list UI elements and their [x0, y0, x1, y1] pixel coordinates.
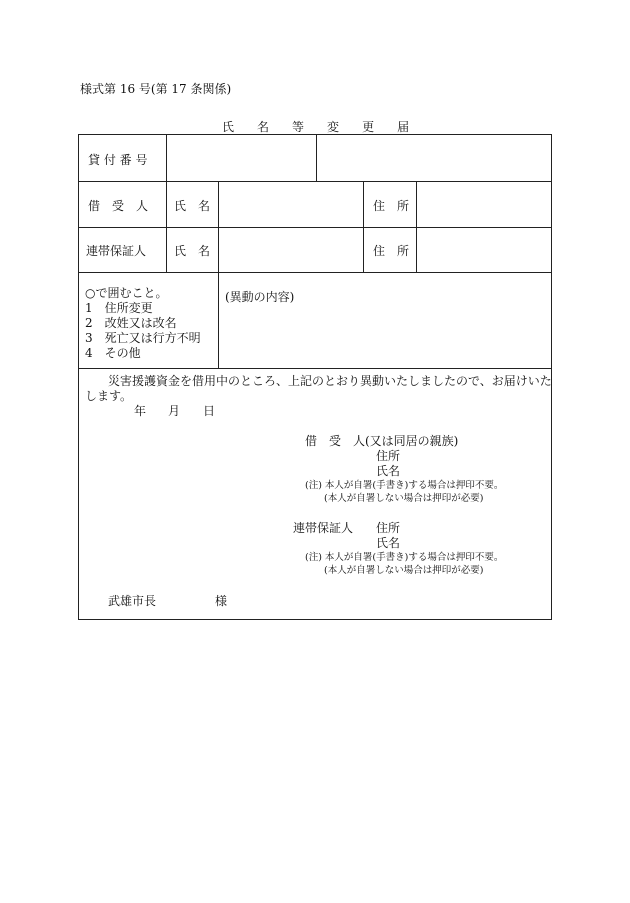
- guarantor-label: 連帯保証人: [86, 244, 147, 258]
- circle-instruction: ○で囲むこと。: [85, 286, 168, 300]
- table-border-top: [78, 134, 552, 135]
- guarantor-address-field[interactable]: [418, 229, 549, 270]
- title-char: 等: [292, 120, 305, 134]
- declaration-line-1: 災害援護資金を借用中のところ、上記のとおり異動いたしましたので、お届けいた: [108, 374, 552, 388]
- borrower-seal-note-2: (本人が自署しない場合は押印が必要): [324, 493, 484, 504]
- title-char: 届: [397, 120, 410, 134]
- table-col-divider: [166, 134, 167, 181]
- loan-number-field[interactable]: [168, 136, 314, 179]
- option-address-change[interactable]: 1 住所変更: [85, 301, 153, 315]
- option-name-change[interactable]: 2 改姓又は改名: [85, 316, 177, 330]
- guarantor-signature-name: 氏名: [376, 536, 401, 550]
- loan-number-label: 貸 付 番 号: [88, 153, 148, 167]
- document-title: [222, 118, 409, 135]
- guarantor-name-label: 氏 名: [174, 244, 211, 258]
- option-other[interactable]: 4 その他: [85, 346, 141, 360]
- table-rule: [78, 227, 552, 228]
- date-month: 月: [168, 404, 181, 418]
- date-year: 年: [134, 404, 147, 418]
- borrower-address-label: 住 所: [373, 199, 410, 213]
- table-border-bottom: [78, 619, 552, 620]
- table-rule: [78, 272, 552, 273]
- title-char: 変: [327, 120, 340, 134]
- borrower-name-field[interactable]: [220, 183, 361, 225]
- loan-number-field-2[interactable]: [318, 136, 549, 179]
- guarantor-signature-heading: 連帯保証人: [293, 521, 354, 535]
- guarantor-signature-address: 住所: [376, 521, 401, 535]
- addressee-honorific: 様: [215, 594, 228, 608]
- change-details-field[interactable]: [220, 304, 549, 366]
- borrower-signature-address: 住所: [376, 449, 401, 463]
- guarantor-seal-note-2: (本人が自署しない場合は押印が必要): [324, 565, 484, 576]
- form-number: 様式第 16 号(第 17 条関係): [80, 82, 232, 96]
- title-char: 更: [362, 120, 375, 134]
- table-border-left: [78, 134, 79, 620]
- title-char: 氏: [222, 120, 235, 134]
- borrower-signature-name: 氏名: [376, 464, 401, 478]
- table-col-divider: [166, 181, 167, 272]
- borrower-address-field[interactable]: [418, 183, 549, 225]
- table-col-divider: [218, 181, 219, 368]
- table-col-divider: [416, 181, 417, 272]
- date-day: 日: [203, 404, 216, 418]
- guarantor-seal-note-1: (注) 本人が自署(手書き)する場合は押印不要。: [305, 552, 504, 563]
- title-char: 名: [257, 120, 270, 134]
- table-rule: [78, 368, 552, 369]
- borrower-seal-note-1: (注) 本人が自署(手書き)する場合は押印不要。: [305, 480, 504, 491]
- change-details-label: (異動の内容): [225, 290, 295, 304]
- borrower-label: 借 受 人: [88, 199, 149, 213]
- table-col-divider: [316, 134, 317, 181]
- table-rule: [78, 181, 552, 182]
- borrower-signature-heading: 借 受 人(又は同居の親族): [305, 434, 459, 448]
- guarantor-name-field[interactable]: [220, 229, 361, 270]
- guarantor-address-label: 住 所: [373, 244, 410, 258]
- borrower-name-label: 氏 名: [174, 199, 211, 213]
- table-col-divider: [363, 181, 364, 272]
- declaration-line-2: します。: [85, 389, 133, 403]
- option-death-missing[interactable]: 3 死亡又は行方不明: [85, 331, 201, 345]
- addressee-mayor: 武雄市長: [108, 594, 157, 608]
